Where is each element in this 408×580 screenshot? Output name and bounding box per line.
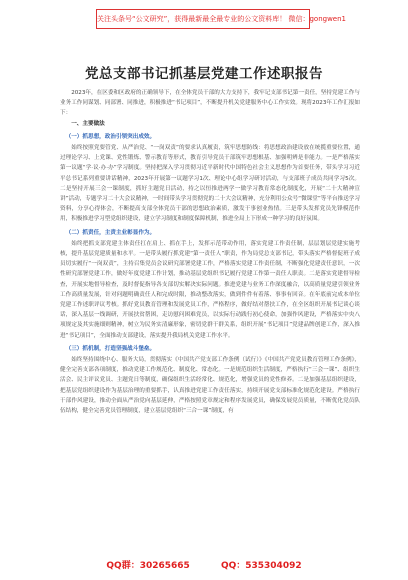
qq-group-text: QQ群：30265665 xyxy=(106,561,190,571)
qq-number-text: QQ：535304092 xyxy=(220,561,302,571)
body-paragraph: 2023年，在区委和区政府的正确领导下，在全体党员干部的大力支持下，我牢记支部书记第一责任，坚持党建工作与业务工作同谋划、同部署、同推进，积极推进“书记项目”，不断提升机关党建服务中心工作实效。现将2023年工作汇报如下： xyxy=(60,90,360,117)
section-heading: 一、主要做法 xyxy=(71,120,105,127)
subsection-heading: （三）抓机制，打造坚强战斗堡垒。 xyxy=(65,345,156,352)
document-title: 党总支部书记抓基层党建工作述职报告 xyxy=(85,66,323,82)
body-paragraph: 始终按照党要管党、从严治党、“一岗双责”的要求认真履责，筑牢思想防线：将思想政治建设放在统揽重要位置，通过理论学习、上党课、党性锻炼、警示教育等形式，教育引导党员干部筑牢思想根基、加强明辨是非能力。一是严格落实第一议题“学·议·办·办”学习制度。坚持把深入学习贯彻习近平新时代中国特色社会主义思想作为首要任务，带头学习习近平总书记系列重要讲话精神，2023年开展第一议题学习1次、理论中心组学习研讨活动，与支部班子成员共同学习5次。二是坚持开展三会一课制度，抓好主题党日活动，持之以恒推进两学一做学习教育常态化制度化，开展“二十大精神宣讲”活动，专题学习二十大会议精神，一时间带头学习贯彻党的二十大会议精神，充分利用公众号“微课堂”等平台推送学习资料，分享心得体会，不断提高支部全体党员干部的思想政治素质，激发干事创业热情。三是带头发挥党员先锋模范作用，积极推进学习型党组织建设，建立学习制度和制度保障机制，推进全局上下形成一种学习的良好氛围。 xyxy=(60,145,360,223)
promo-banner: 关注头条号“公文研究”，获得最新最全最专业的公文资料库！ 微信：gongwen1 xyxy=(96,9,310,29)
body-paragraph: 始终把抓支部党建主体责任扛在肩上、抓在手上，发挥示范带动作用，落实党建工作责任制，层层划层党建实施考核，提升基层党建质量和水平。一是带头履行抓党建“第一责任人”职责，作为局党总支部书记，带头落实严格督促班子成员切实履行“一岗双责”，主持召集党员会议研究部署党建工作，严格落实党建工作责任制，不断强化党建责任意识，一次性研究部署党建工作，做好年度党建工作计划，推动基层党组织书记履行党建工作第一责任人职责。二是落实党建督导检查，开展实地督导检查，及时督促指导各支部切实解决实际问题。推进党建与业务工作深度融合，以高质量党建引领业务工作高质量发展，针对问题明确责任人和完成时限，推动整改落实，做到件件有着落、事事有回音。在年底前完成本单位党建工作述职评议考核。抓好党员教育管理和发展党员工作，严格程序，做好结对帮扶工作，在全区组织开展书记谈心谈话，深入基层一线调研，开展扶贫帮困，走访慰问困难党员，以实际行动践行初心使命，加强作风建设，严格落实中央八项规定及其实施细则精神，树立为民务实清廉形象，密切党群干群关系，组织开展“书记项目”党建品牌创建工作，深入推进“书记项目”，全面推动支部建设，落实提升我局机关党建工作水平。 xyxy=(60,240,360,339)
subsection-heading: （二）抓责任，主责主业彰显作为。 xyxy=(65,229,156,236)
subsection-heading: （一）抓思想，政治引领突出成效。 xyxy=(65,133,156,140)
document-body xyxy=(60,88,360,416)
footer-contacts xyxy=(0,558,408,571)
body-paragraph: 始终坚持围绕中心、服务大局，贯彻落实《中国共产党支部工作条例（试行）》《中国共产党党员教育管理工作条例》，健全完善支部各项制度，推动党建工作规范化、制度化、常态化。一是规范组织生活制度，严格执行“三会一课”、组织生活会、民主评议党员、主题党日等制度，确保组织生活经常化、规范化，增强党员的党性修养。二是加强基层组织建设，把基层党组织建设作为基层治理的重要抓手，认真推进党建工作责任落实，持续开展党支部标准化规范化建设。严格执行干部作风建设，推动全面从严治党向基层延伸，严格按照党章规定和程序发展党员，确保发展党员质量，不断优化党员队伍结构，健全完善党员管理制度，建立基层党组织“三合一课”制度，有 xyxy=(60,357,360,415)
